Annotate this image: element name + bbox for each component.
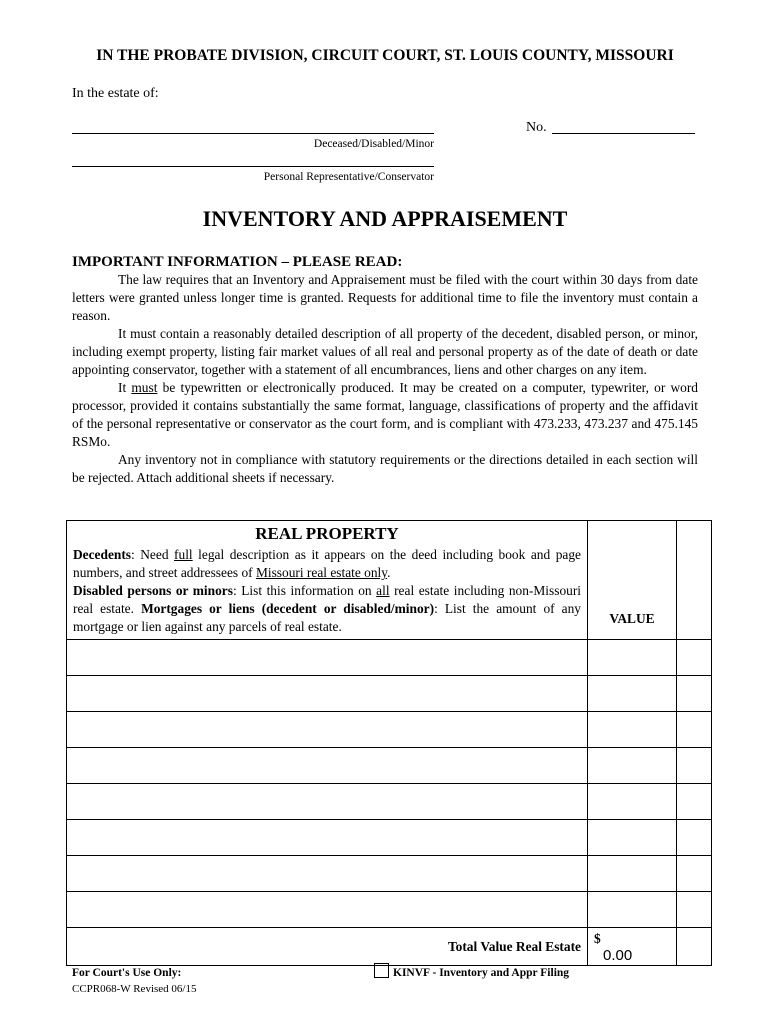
real-property-description-cell bbox=[67, 521, 588, 640]
property-description-input[interactable] bbox=[67, 676, 588, 712]
info-paragraph: The law requires that an Inventory and Appraisement must be filed with the court within 30 days from date letters were granted unless longer time is granted. Requests for additional time to file the inventory must contain a reason. bbox=[72, 272, 698, 323]
representative-label: Personal Representative/Conservator bbox=[263, 171, 434, 183]
total-amount: 0.00 bbox=[603, 947, 633, 964]
property-value-input[interactable] bbox=[588, 856, 677, 892]
important-heading: IMPORTANT INFORMATION – PLEASE READ: bbox=[72, 254, 403, 270]
missouri-emphasis: Missouri real estate only bbox=[255, 565, 388, 580]
total-label-cell bbox=[67, 928, 588, 966]
property-value-input[interactable] bbox=[588, 784, 677, 820]
info-text: It bbox=[118, 380, 132, 395]
blank-cell bbox=[677, 748, 712, 784]
court-heading: IN THE PROBATE DIVISION, CIRCUIT COURT, ST. LOUIS COUNTY, MISSOURI bbox=[96, 47, 674, 64]
value-header-cell bbox=[588, 521, 677, 640]
blank-cell bbox=[677, 712, 712, 748]
case-number-field[interactable] bbox=[552, 133, 695, 134]
instruction-text: : List the amount of any mortgage or lien against any parcels of real estate. bbox=[73, 601, 582, 634]
instruction-text: real estate including non-Missouri real estate. bbox=[73, 583, 582, 616]
estate-label: In the estate of: bbox=[72, 86, 159, 101]
all-emphasis: all bbox=[376, 583, 390, 598]
case-number-label: No. bbox=[526, 120, 547, 135]
total-value-field[interactable] bbox=[588, 928, 677, 966]
mortgage-label: Mortgages or liens (decedent or disabled/minor) bbox=[141, 601, 435, 616]
real-property-instructions bbox=[67, 544, 587, 636]
blank-cell bbox=[677, 928, 712, 966]
important-info bbox=[72, 271, 698, 487]
must-emphasis: must bbox=[131, 380, 158, 395]
deceased-label: Deceased/Disabled/Minor bbox=[313, 138, 434, 150]
full-emphasis: full bbox=[174, 547, 193, 562]
property-value-input[interactable] bbox=[588, 748, 677, 784]
info-paragraph: It must contain a reasonably detailed description of all property of the decedent, disabled person, or minor, including exempt property, listing fair market values of all real and personal property as of the date of death or date appointing conservator, together with a statement of all encumbrances, liens and other charges on any item. bbox=[72, 326, 698, 377]
property-description-input[interactable] bbox=[67, 712, 588, 748]
decedents-label: Decedents bbox=[73, 547, 132, 562]
property-value-input[interactable] bbox=[588, 712, 677, 748]
filing-checkbox[interactable] bbox=[374, 963, 389, 978]
info-paragraph: Any inventory not in compliance with statutory requirements or the directions detailed in each section will be rejected. Attach additional sheets if necessary. bbox=[72, 452, 698, 485]
property-value-input[interactable] bbox=[588, 676, 677, 712]
value-header: VALUE bbox=[609, 611, 655, 626]
instruction-text: : List this information on bbox=[232, 583, 377, 598]
blank-cell bbox=[677, 676, 712, 712]
blank-cell bbox=[677, 892, 712, 928]
property-value-input[interactable] bbox=[588, 820, 677, 856]
disabled-label: Disabled persons or minors bbox=[73, 583, 233, 598]
representative-name-field[interactable] bbox=[72, 166, 434, 167]
form-title: INVENTORY AND APPRAISEMENT bbox=[202, 206, 568, 231]
currency-symbol: $ bbox=[594, 931, 601, 946]
property-description-input[interactable] bbox=[67, 892, 588, 928]
instruction-text: : Need bbox=[131, 547, 175, 562]
property-value-input[interactable] bbox=[588, 640, 677, 676]
blank-header-cell bbox=[677, 521, 712, 640]
form-number: CCPR068-W Revised 06/15 bbox=[72, 983, 197, 995]
blank-cell bbox=[677, 784, 712, 820]
property-value-input[interactable] bbox=[588, 892, 677, 928]
blank-cell bbox=[677, 856, 712, 892]
property-description-input[interactable] bbox=[67, 820, 588, 856]
property-description-input[interactable] bbox=[67, 856, 588, 892]
blank-cell bbox=[677, 820, 712, 856]
court-use-label: For Court's Use Only: bbox=[72, 967, 182, 979]
instruction-text: . bbox=[387, 565, 391, 580]
property-description-input[interactable] bbox=[67, 748, 588, 784]
info-text: be typewritten or electronically produced. It may be created on a computer, typewriter, or word processor, provided it contains substantially the same format, language, classifications of property and the affidavit of the personal representative or conservator as the court form, and is compliant with 473.233, 473.237 and 475.145 RSMo. bbox=[72, 380, 698, 449]
deceased-name-field[interactable] bbox=[72, 133, 434, 134]
filing-checkbox-label: KINVF - Inventory and Appr Filing bbox=[393, 967, 570, 979]
instruction-text: legal description as it appears on the deed including book and page numbers, and street addressees of bbox=[73, 547, 581, 580]
real-property-table bbox=[66, 520, 712, 966]
property-description-input[interactable] bbox=[67, 784, 588, 820]
property-description-input[interactable] bbox=[67, 640, 588, 676]
info-paragraph bbox=[72, 379, 698, 451]
blank-cell bbox=[677, 640, 712, 676]
real-property-heading: REAL PROPERTY bbox=[255, 524, 399, 543]
total-label: Total Value Real Estate bbox=[447, 938, 581, 954]
